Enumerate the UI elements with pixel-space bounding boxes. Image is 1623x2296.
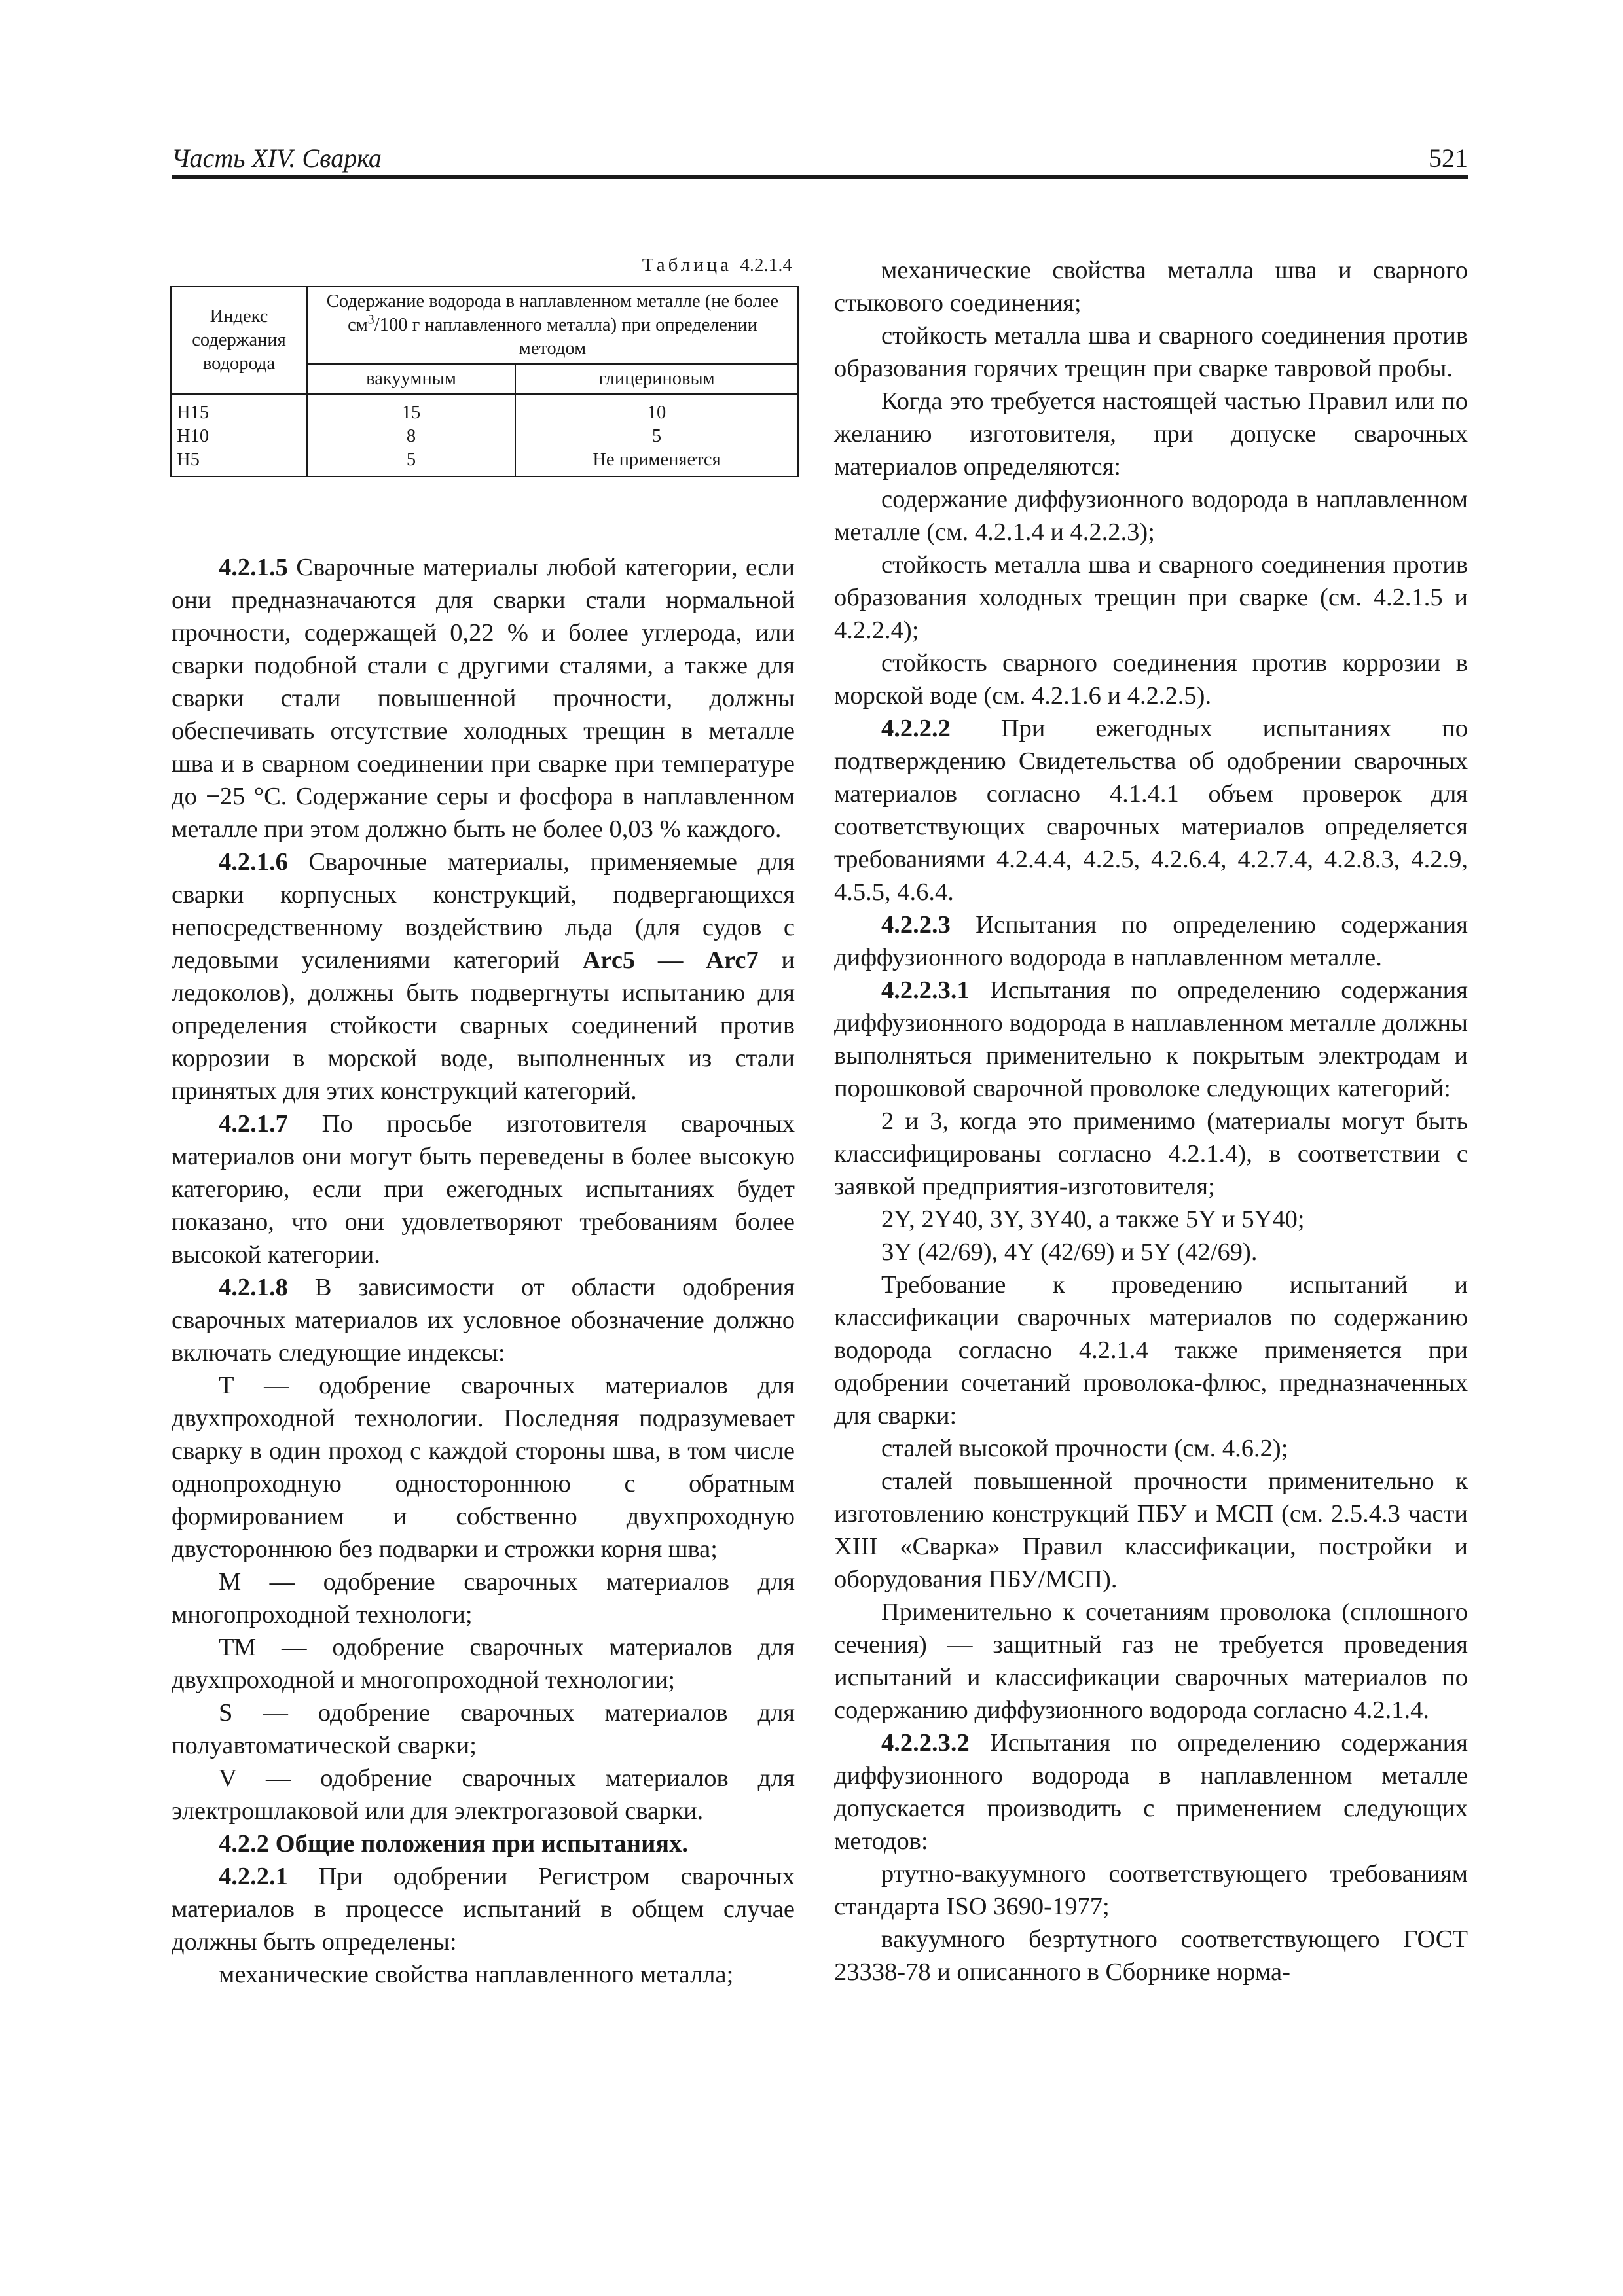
cubic-superscript: 3	[367, 312, 374, 327]
table-caption-word: Таблица	[642, 255, 732, 276]
para-index-tm: ТМ — одобрение сварочных материалов для двухпроходной и многопроходной технологии;	[172, 1634, 795, 1694]
index-column-header: Индекс содержания водорода	[171, 287, 307, 394]
index-h5: H5	[177, 450, 200, 470]
clause-number: 4.2.2.3.1	[881, 977, 970, 1004]
index-h15: H15	[177, 403, 210, 423]
para-4-2-2-1: 4.2.2.1 При одобрении Регистром сварочных материалов в процессе испытаний в общем случае должны быть определены:	[172, 1863, 795, 1956]
para-4-2-2-3: 4.2.2.3 Испытания по определению содержания диффузионного водорода в наплавленном металле.	[834, 911, 1468, 971]
ice-class-arc5: Arc5	[582, 946, 636, 974]
group-column-header: Содержание водорода в наплавленном металле (не более $см^3/100$ г наплавленного металла) при определении методом	[307, 287, 798, 364]
glycerin-h5: Не применяется	[593, 450, 721, 470]
para-4-2-2-3-2: 4.2.2.3.2 Испытания по определению содержания диффузионного водорода в наплавленном металле допускается производить с применением следующих методов:	[834, 1729, 1468, 1855]
para-r2: стойкость металла шва и сварного соединения против образования горячих трещин при сварке тавровой пробы.	[834, 322, 1468, 382]
para-r4: содержание диффузионного водорода в наплавленном металле (см. 4.2.1.4 и 4.2.2.3);	[834, 486, 1468, 546]
index-h10: H10	[177, 426, 210, 446]
header-part-title: Часть XIV. Сварка	[172, 143, 382, 173]
para-4-2-1-5: 4.2.1.5 Сварочные материалы любой категории, если они предназначаются для сварки стали нормальной прочности, содержащей 0,22 % и более углерода, или сварки подобной стали с другими сталями, а также для сварки стали повышенной прочности, должны обеспечивать отсутствие холодных трещин в металле шва и в сварном соединении при сварке при температуре до −25 °C. Содержание серы и фосфора в наплавленном металле при этом должно быть не более 0,03 % каждого.	[172, 554, 795, 843]
para-r18: ртутно-вакуумного соответствующего требованиям стандарта ISO 3690-1977;	[834, 1860, 1468, 1920]
para-r1: механические свойства металла шва и сварного стыкового соединения;	[834, 257, 1468, 317]
clause-number: 4.2.2.2	[881, 715, 951, 742]
header-rule	[172, 175, 1468, 179]
vacuum-method-header: вакуумным	[307, 364, 515, 394]
table-body-row	[171, 394, 798, 476]
para-4-2-1-7: 4.2.1.7 По просьбе изготовителя сварочных материалов они могут быть переведены в более высокую категорию, если при ежегодных испытаниях будет показано, что они удовлетворяют требованиям более высокой категории.	[172, 1110, 795, 1268]
para-index-s: S — одобрение сварочных материалов для полуавтоматической сварки;	[172, 1699, 795, 1759]
left-column	[172, 252, 795, 1991]
clause-number: 4.2.2.3	[881, 911, 951, 939]
para-index-v: V — одобрение сварочных материалов для электрошлаковой или для электрогазовой сварки.	[172, 1765, 795, 1825]
para-r12: 3Y (42/69), 4Y (42/69) и 5Y (42/69).	[881, 1238, 1258, 1266]
vacuum-h10: 8	[406, 426, 416, 446]
para-r15: сталей повышенной прочности применительно к изготовлению конструкций ПБУ и МСП (см. 2.5.4.3 части XIII «Сварка» Правил классификации, постройки и оборудования ПБУ/МСП).	[834, 1467, 1468, 1593]
table-caption-number: 4.2.1.4	[740, 255, 792, 276]
section-heading-4-2-2: 4.2.2 Общие положения при испытаниях.	[219, 1830, 688, 1857]
table-spacer	[172, 477, 795, 551]
vacuum-values-cell	[307, 394, 515, 476]
para-4-2-2-2: 4.2.2.2 При ежегодных испытаниях по подтверждению Свидетельства об одобрении сварочных материалов согласно 4.1.4.1 объем проверок для соответствующих сварочных материалов определяется требованиями 4.2.4.4, 4.2.5, 4.2.6.4, 4.2.7.4, 4.2.8.3, 4.2.9, 4.5.5, 4.6.4.	[834, 715, 1468, 906]
ice-class-arc7: Arc7	[706, 946, 759, 974]
glycerin-h10: 5	[651, 426, 662, 446]
para-r16: Применительно к сочетаниям проволока (сплошного сечения) — защитный газ не требуется проведения испытаний и классификации сварочных материалов по содержанию диффузионного водорода согласно 4.2.1.4.	[834, 1598, 1468, 1724]
para-index-t: Т — одобрение сварочных материалов для двухпроходной технологии. Последняя подразумевает сварку в один проход с каждой стороны шва, в том числе однопроходную одностороннюю с обратным формированием и собственно двухпроходную двустороннюю без подварки и строжки корня шва;	[172, 1372, 795, 1563]
index-cell	[171, 394, 307, 476]
glycerin-values-cell	[515, 394, 798, 476]
glycerin-method-header: глицериновым	[515, 364, 798, 394]
vacuum-h15: 15	[401, 403, 421, 423]
vacuum-h5: 5	[406, 450, 416, 470]
para-r19: вакуумного безртутного соответствующего ГОСТ 23338-78 и описанного в Сборнике норма-	[834, 1926, 1468, 1986]
para-4-2-2-3-1: 4.2.2.3.1 Испытания по определению содержания диффузионного водорода в наплавленном металле должны выполняться применительно к покрытым электродам и порошковой сварочной проволоке следующих категорий:	[834, 977, 1468, 1102]
clause-number: 4.2.1.8	[219, 1274, 288, 1301]
clause-number: 4.2.1.7	[219, 1110, 288, 1138]
para-4-2-1-6: 4.2.1.6 Сварочные материалы, применяемые для сварки корпусных конструкций, подвергающихся непосредственному воздействию льда (для судов с ледовыми усилениями категорий Arc5 — Arc7 и ледоколов), должны быть подвергнуты испытанию для определения стойкости сварных соединений против коррозии в морской воде, выполненных из стали принятых для этих конструкций категорий.	[172, 848, 795, 1105]
para-r14: сталей высокой прочности (см. 4.6.2);	[881, 1435, 1288, 1462]
para-mechanical-properties: механические свойства наплавленного металла;	[219, 1961, 734, 1988]
clause-number: 4.2.2.1	[219, 1863, 288, 1890]
para-r11: 2Y, 2Y40, 3Y, 3Y40, а также 5Y и 5Y40;	[881, 1206, 1305, 1233]
para-index-m: М — одобрение сварочных материалов для многопроходной технологи;	[172, 1568, 795, 1628]
para-r5: стойкость металла шва и сварного соединения против образования холодных трещин при сварке (см. 4.2.1.5 и 4.2.2.4);	[834, 551, 1468, 644]
para-r6: стойкость сварного соединения против коррозии в морской воде (см. 4.2.1.6 и 4.2.2.5).	[834, 649, 1468, 709]
para-r13: Требование к проведению испытаний и классификации сварочных материалов по содержанию водорода согласно 4.2.1.4 также применяется при одобрении сочетаний проволока-флюс, предназначенных для сварки:	[834, 1271, 1468, 1429]
para-4-2-1-8: 4.2.1.8 В зависимости от области одобрения сварочных материалов их условное обозначение должно включать следующие индексы:	[172, 1274, 795, 1367]
page-number: 521	[1429, 143, 1468, 173]
right-column	[834, 254, 1468, 1988]
table-header-row	[171, 287, 798, 364]
clause-number: 4.2.1.6	[219, 848, 288, 876]
clause-number: 4.2.1.5	[219, 554, 288, 581]
glycerin-h15: 10	[647, 403, 666, 423]
clause-number: 4.2.2.3.2	[881, 1729, 970, 1757]
table-caption	[172, 252, 795, 278]
para-r3: Когда это требуется настоящей частью Правил или по желанию изготовителя, при допуске сварочных материалов определяются:	[834, 387, 1468, 480]
hydrogen-content-table	[170, 286, 799, 477]
para-r10: 2 и 3, когда это применимо (материалы могут быть классифицированы согласно 4.2.1.4), в соответствии с заявкой предприятия-изготовителя;	[834, 1107, 1468, 1200]
